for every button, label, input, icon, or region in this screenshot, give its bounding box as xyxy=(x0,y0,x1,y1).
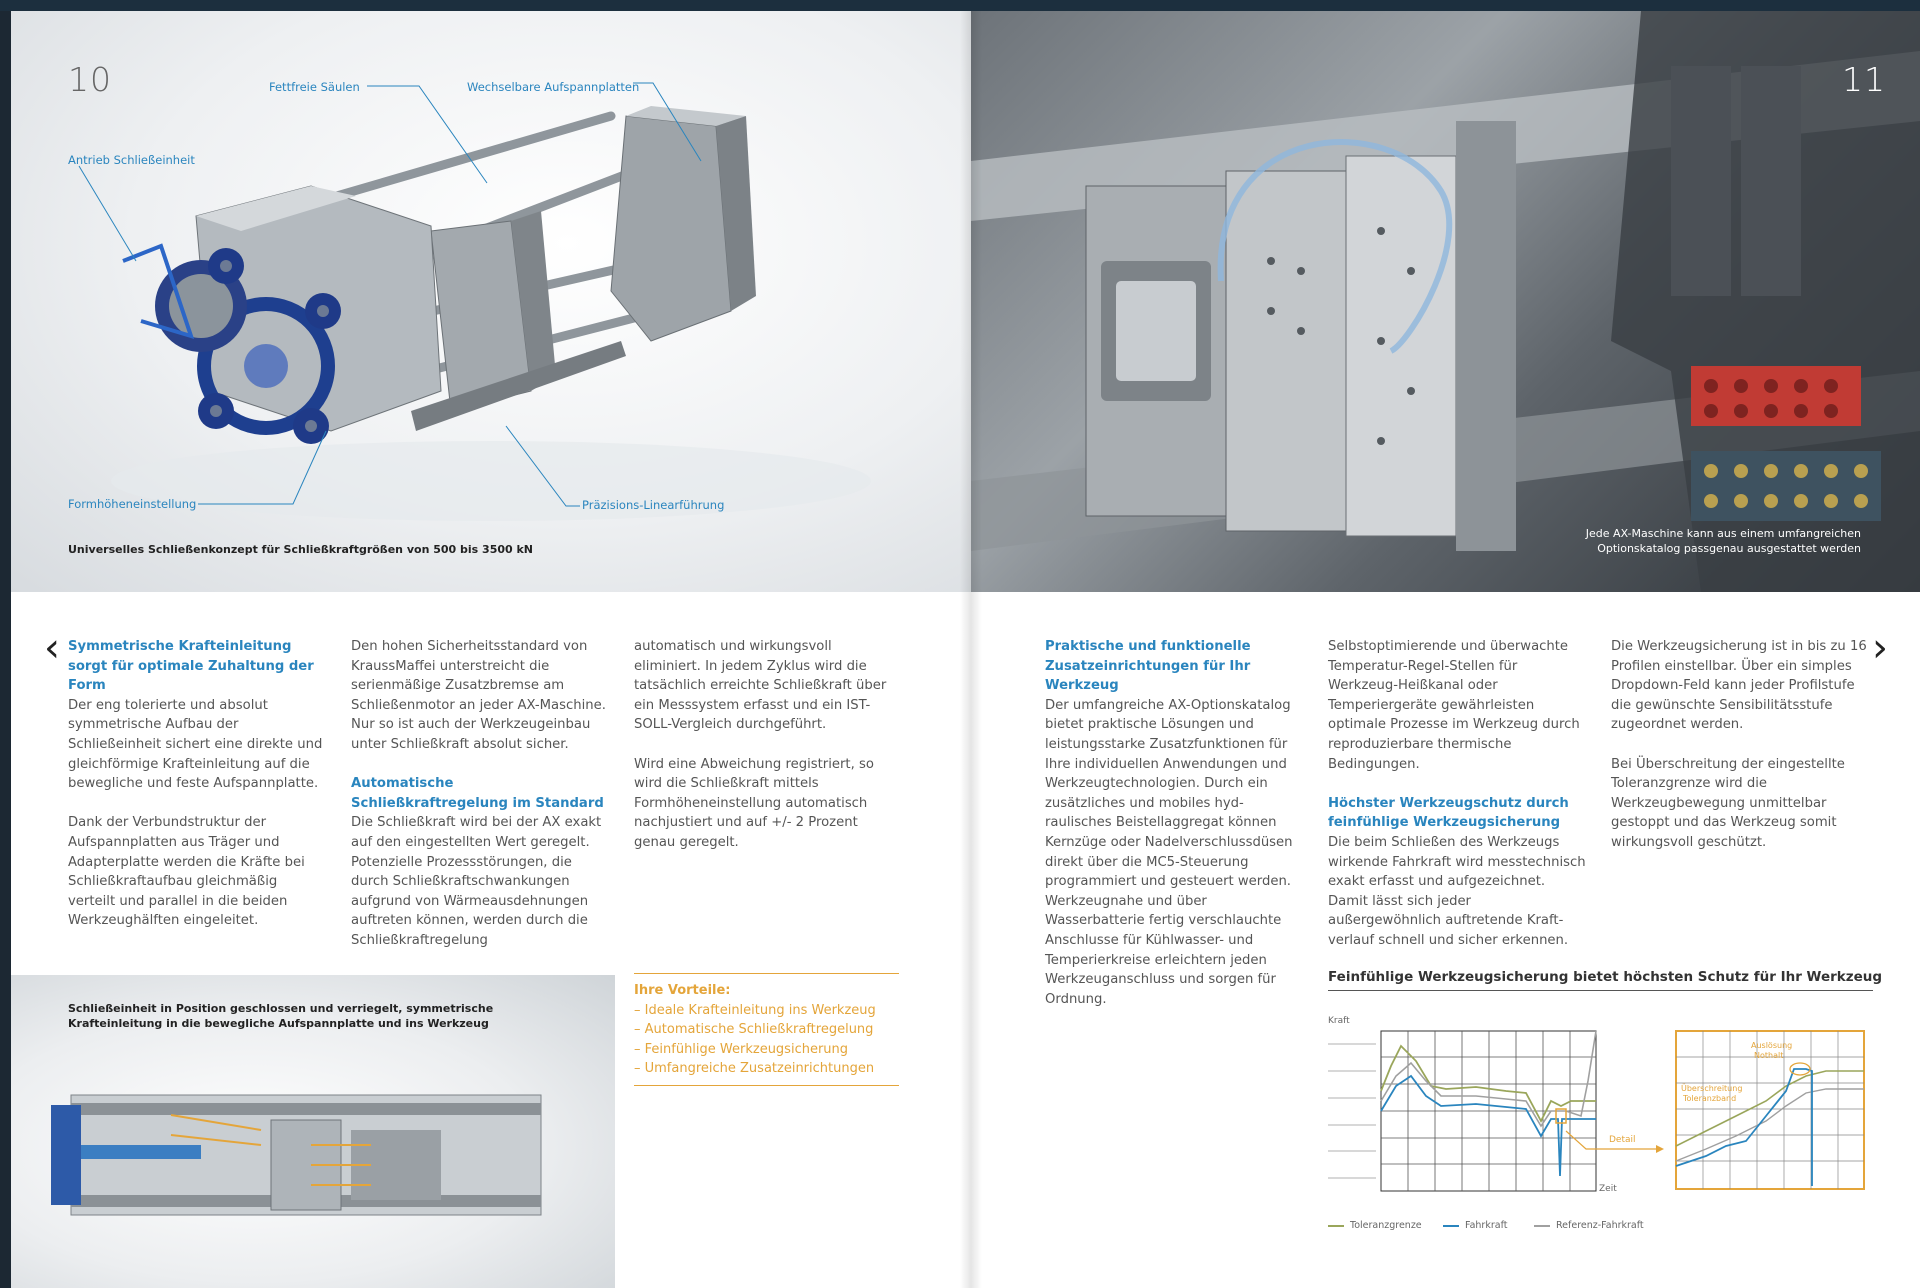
section-heading: Praktische und funktionelle Zusatzeinrichtungen für Ihr Werkzeug xyxy=(1045,639,1251,694)
section-heading: Symmetrische Krafteinleitung sorgt für optimale Zuhaltung der Form xyxy=(68,639,314,694)
mold-photo-illustration xyxy=(971,11,1920,592)
section-view-render xyxy=(11,975,615,1288)
callout-praezision: Präzisions-Linearführung xyxy=(582,498,725,512)
legend-swatch xyxy=(1328,1225,1344,1227)
legend-fahrkraft xyxy=(1443,1220,1507,1231)
advantage-item: – Umfangreiche Zusatzeinrichtungen xyxy=(634,1061,875,1076)
callout-formhoehe: Formhöheneinstellung xyxy=(68,497,197,511)
paragraph: Die Schließkraft wird bei der AX exakt auf den eingestellten Wert geregelt. Potenzielle Prozessstörungen, die durch Schließkraftschwankungen aufgrund von Wärmeausdehnungen auftreten können, werden durch die Schließkraftregelung xyxy=(351,815,602,948)
graph-title-rule xyxy=(1328,990,1873,991)
next-page-button[interactable]: › xyxy=(1872,625,1888,671)
paragraph: automatisch und wirkungsvoll eliminiert. In jedem Zyklus wird die tatsächlich erreichte Schließkraft über ein Messsystem erfasst und ein IST-SOLL-Vergleich durchgeführt. xyxy=(634,639,887,733)
curve-fahrkraft xyxy=(1381,1076,1596,1176)
y-axis-label: Kraft xyxy=(1328,1016,1350,1026)
section-view-illustration xyxy=(51,1075,581,1255)
legend-swatch xyxy=(1534,1225,1550,1227)
x-axis-label: Zeit xyxy=(1599,1184,1617,1194)
advantage-item: – Automatische Schließkraftregelung xyxy=(634,1022,874,1037)
graph-title: Feinfühlige Werkzeugsicherung bietet höchsten Schutz für Ihr Werkzeug xyxy=(1328,969,1883,985)
text-column-1 xyxy=(68,637,326,951)
text-column-1 xyxy=(1045,637,1303,1009)
paragraph: Dank der Verbundstruktur der Aufspannplatten aus Träger und Adapterplatte werden die Kräfte bei Schließkraftaufbau gleichmäßig verteilt und parallel in die beiden Werkzeughälften eingeleitet. xyxy=(68,815,305,929)
ueberschreitung-label: Überschreitung xyxy=(1681,1084,1743,1093)
paragraph: Den hohen Sicherheitsstandard von KraussMaffei unterstreicht die serienmäßige Zusatzbremse am Schließenmotor an jeder AX-Maschine. Nur so ist auch der Werkzeugeinbau unter Schließkraft absolut sicher. xyxy=(351,639,606,752)
detail-label: Detail xyxy=(1609,1135,1636,1145)
left-page xyxy=(11,11,971,1288)
hero-caption: Jede AX-Maschine kann aus einem umfangreichen Optionskatalog passgenau ausgestattet werden xyxy=(1585,527,1861,555)
legend-toleranzgrenze xyxy=(1328,1220,1422,1231)
clamping-unit-render xyxy=(11,11,971,592)
paragraph: Der eng tolerierte und absolut symmetrische Aufbau der Schließeinheit sichert eine direkte und gleichförmige Krafteinleitung auf die bewegliche und feste Aufspannplatte. xyxy=(68,697,323,792)
paragraph: Der umfangreiche AX-Optionskatalog bietet praktische Lösungen und leistungsstarke Zusatzfunktionen für Ihre individuellen Anwendungen und Werkzeugtechnologien. Durch ein zusätzliches und mobiles hydraulisches Beistellaggregat können Kernzüge oder Nadelverschlussdüsen direkt über die MC5-Steuerung programmiert und gesteuert werden. Werkzeugnahe und über Wasserbatterie fertig verschlauchte Anschlusse für Kühlwasser- und Temperierkreise erleichtern jeden Werkzeuganschluss und sorgen für Ordnung. xyxy=(1045,697,1293,1007)
mold-photo xyxy=(971,11,1920,592)
text-column-3 xyxy=(634,637,892,872)
nothalt-label: Nothalt xyxy=(1754,1051,1784,1060)
book-spine xyxy=(960,11,982,1288)
callout-wechselbare-aufspannplatten: Wechselbare Aufspannplatten xyxy=(467,80,640,94)
paragraph: Bei Überschreitung der eingestellte Toleranzgrenze wird die Werkzeugbewegung unmittelbar gestoppt und das Werkzeug somit wirkungsvoll geschützt. xyxy=(1611,756,1845,850)
paragraph: Die beim Schließen des Werkzeugs wirkende Fahrkraft wird messtechnisch exakt erfasst und aufgezeichnet. Damit lässt sich jeder außergewöhnlich auftretende Kraftverlauf schnell und sicher erkennen. xyxy=(1328,834,1586,948)
paragraph: Die Werkzeugsicherung ist in bis zu 16 Profilen einstellbar. Über ein simples Dropdown-Feld kann jeder Profilstufe die gewünschte Sensibilitätsstufe zugeordnet werden. xyxy=(1611,639,1867,733)
text-column-3 xyxy=(1611,637,1869,872)
right-page xyxy=(971,11,1920,1288)
bottom-caption: Schließeinheit in Position geschlossen und verriegelt, symmetrische Krafteinleitung in die bewegliche Aufspannplatte und ins Werkzeug xyxy=(68,1002,494,1030)
toleranzband-label: Toleranzband xyxy=(1683,1094,1737,1103)
callout-fettfreie-saeulen: Fettfreie Säulen xyxy=(269,80,360,94)
viewer-top-bar xyxy=(0,0,1920,11)
text-column-2 xyxy=(1328,637,1586,951)
advantages-box xyxy=(634,973,899,1086)
advantage-item: – Ideale Krafteinleitung ins Werkzeug xyxy=(634,1002,876,1018)
paragraph: Wird eine Abweichung registriert, so wird die Schließkraft mittels Formhöheneinstellung automatisch nachjustiert und auf +/- 2 Prozent genau geregelt. xyxy=(634,756,874,850)
advantages-title: Ihre Vorteile: xyxy=(634,983,731,998)
legend-label: Referenz-Fahrkraft xyxy=(1556,1220,1644,1231)
legend-referenz xyxy=(1534,1220,1644,1231)
paragraph: Selbstoptimierende und überwachte Temperatur-Regel-Stellen für Werkzeug-Heißkanal oder Temperiergeräte gewährleisten optimale Prozesse im Werkzeug durch reproduzierbare thermische Bedingungen. xyxy=(1328,639,1580,772)
legend-label: Toleranzgrenze xyxy=(1350,1220,1422,1231)
legend-label: Fahrkraft xyxy=(1465,1220,1508,1231)
tool-protection-graph xyxy=(1326,1001,1886,1241)
page-number: 11 xyxy=(1842,60,1886,99)
page-number: 10 xyxy=(68,60,112,99)
advantage-item: – Feinfühlige Werkzeugsicherung xyxy=(634,1041,849,1057)
prev-page-button[interactable]: ‹ xyxy=(44,625,60,671)
text-column-2 xyxy=(351,637,609,951)
hero-caption: Universelles Schließenkonzept für Schließkraftgrößen von 500 bis 3500 kN xyxy=(68,543,534,556)
legend-swatch xyxy=(1443,1225,1459,1227)
callout-antrieb: Antrieb Schließeinheit xyxy=(68,153,195,167)
section-heading: Automatische Schließkraftregelung im Standard xyxy=(351,776,604,811)
ausloesung-label: Auslösung xyxy=(1751,1041,1793,1050)
section-heading: Höchster Werkzeugschutz durch feinfühlige Werkzeugsicherung xyxy=(1328,795,1569,831)
